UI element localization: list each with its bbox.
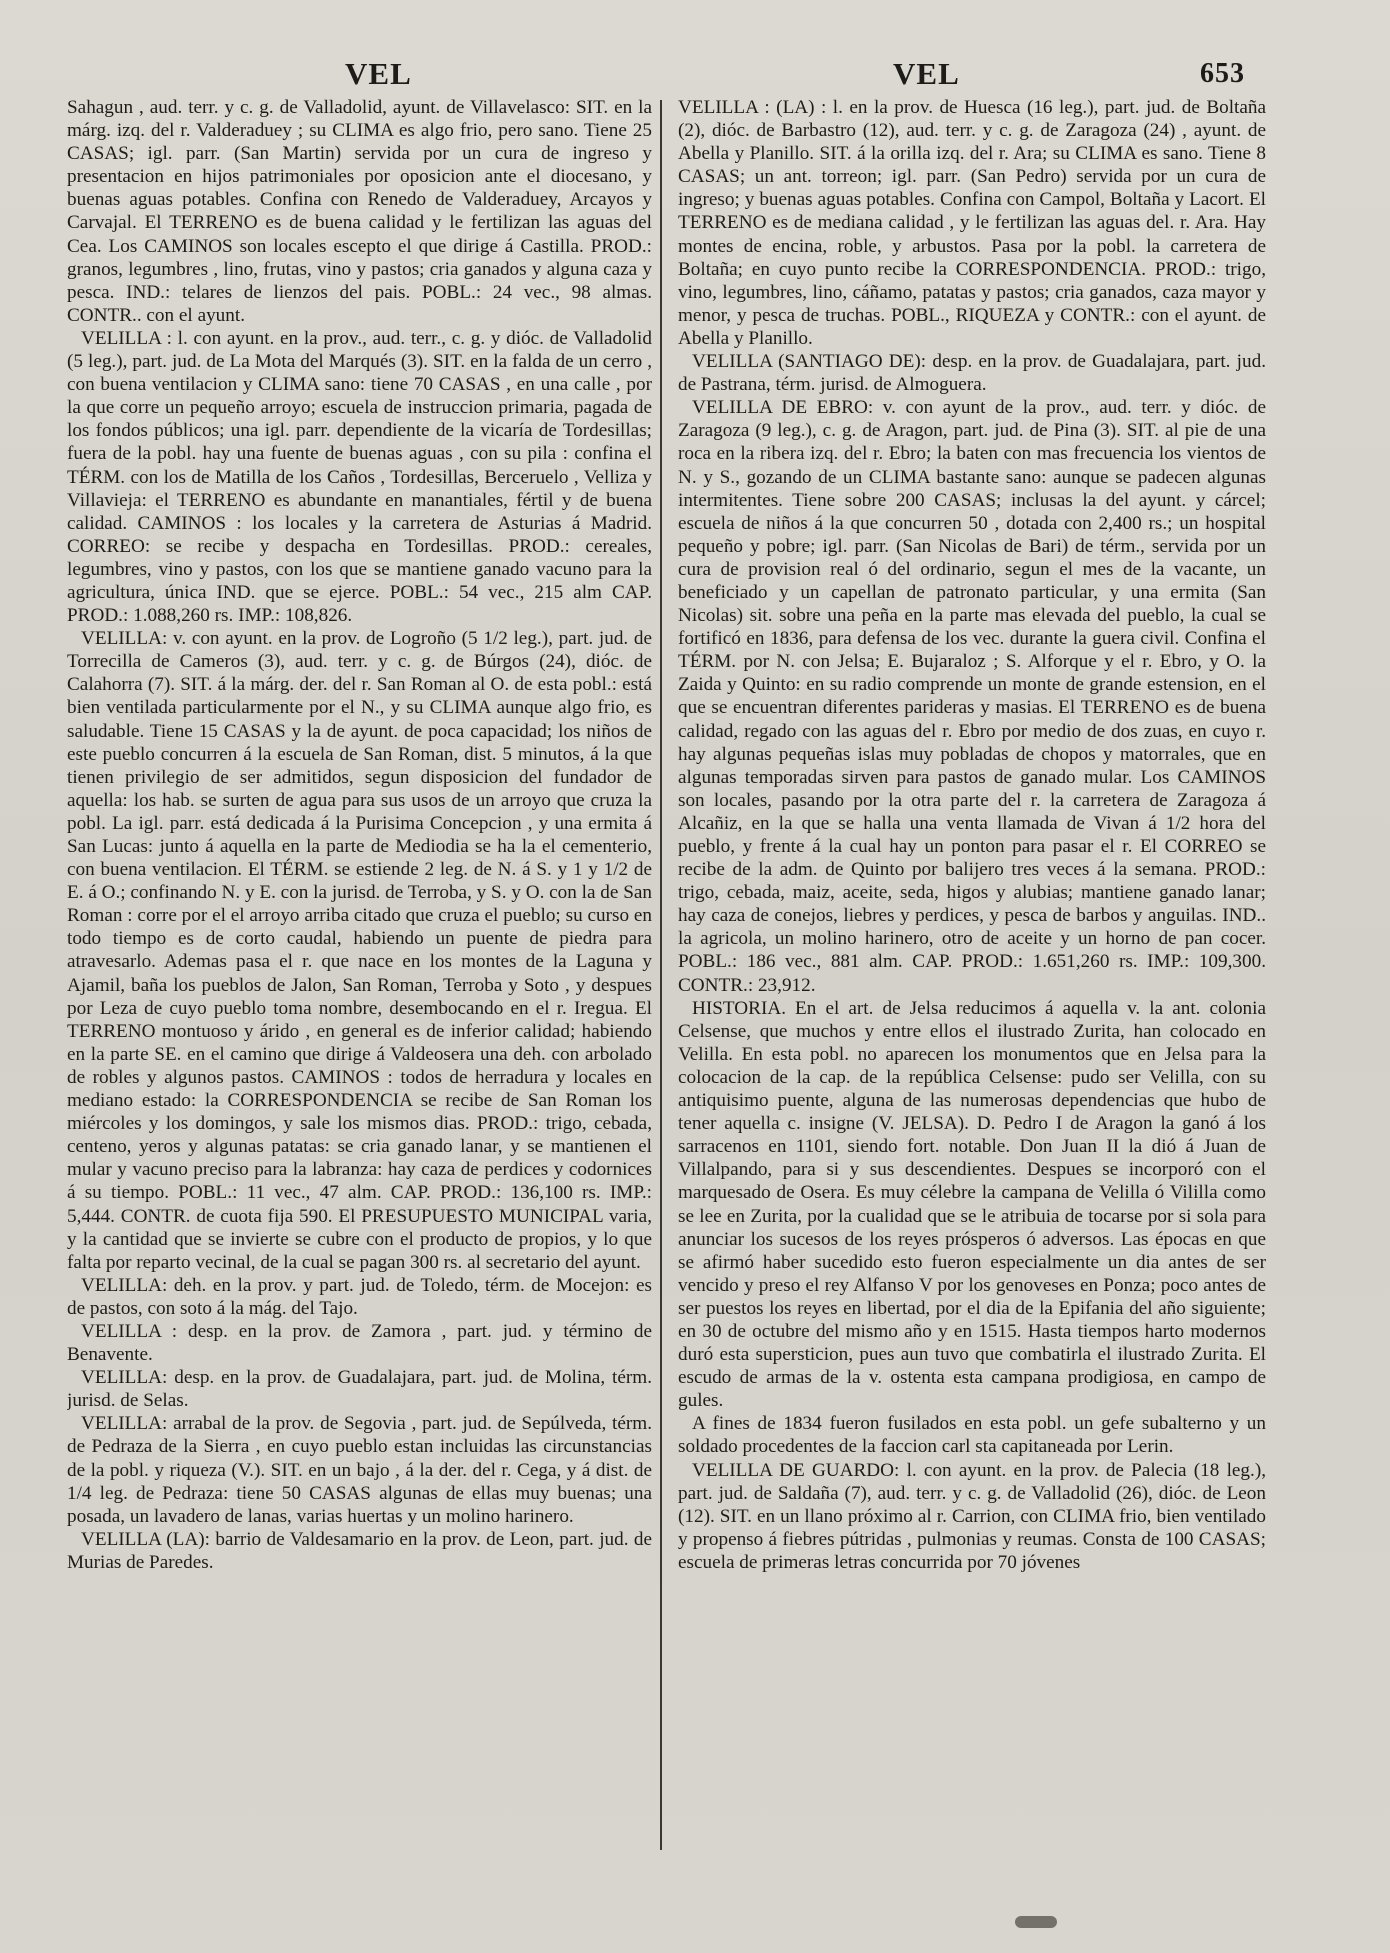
running-head-right: VEL [893, 56, 960, 91]
entry-velilla-de-ebro: VELILLA DE EBRO: v. con ayunt de la prov., aud. terr. y dióc. de Zaragoza (9 leg.), c. g. de Aragon, part. jud. de Pina (3). SIT. al pie de una roca en la ribera izq. del r. Ebro; la baten con mas frecuencia los vientos de N. y S., gozando de un CLIMA bastante sano: aunque se padecen algunas intermitentes. Tiene sobre 200 CASAS; inclusas la del ayunt. y cárcel; escuela de niños á la que concurren 50 , dotada con 2,400 rs.; un hospital pequeño y pobre; igl. parr. (San Nicolas de Bari) de térm., servida por un cura de provision real ó del ordinario, segun el mes de la vacante, un beneficiado y un capellan de patronato particular, y una ermita (San Nicolas) sit. sobre una peña en la parte mas elevada del pueblo, la cual se fortificó en 1836, para defensa de los vec. durante la guera civil. Confina el TÉRM. por N. con Jelsa; E. Bujaraloz ; S. Alforque y el r. Ebro, y O. la Zaida y Quinto: en su radio comprende un monte de grande estension, en el que se encuentran diferentes parideras y masias. El TERRENO es de buena calidad, regado con las aguas del r. Ebro por medio de dos zuas, en cuyo r. hay algunas pequeñas islas muy pobladas de chopos y matorrales, que en algunas temporadas sirven para pastos de ganado mular. Los CAMINOS son locales, pasando por la otra parte del r. la carretera de Zaragoza á Alcañiz, en la que se halla una venta llamada de Vivan á 1/2 hora del pueblo, y frente á la cual hay un ponton para pasar el r. El CORREO se recibe de la adm. de Quinto por balijero tres veces á la semana. PROD.: trigo, cebada, maiz, aceite, seda, higos y alubias; mantiene ganado lanar; hay caza de conejos, liebres y perdices, y pesca de barbos y anguilas. IND.. la agricola, un molino harinero, otro de aceite y un horno de pan cocer. POBL.: 186 vec., 881 alm. CAP. PROD.: 1.651,260 rs. IMP.: 109,300. CONTR.: 23,912. [678, 397, 1266, 996]
entry-velilla-la-huesca: VELILLA : (LA) : l. en la prov. de Huesca (16 leg.), part. jud. de Boltaña (2), dióc. de Barbastro (12), aud. terr. y c. g. de Zaragoza (24) , ayunt. de Abella y Planillo. SIT. á la orilla izq. del r. Ara; su CLIMA es sano. Tiene 8 CASAS; un ant. torreon; igl. parr. (San Pedro) servida por un cura de ingreso; y buenas aguas potables. Confina con Campol, Boltaña y Lacort. El TERRENO es de mediana calidad , y le fertilizan las aguas del. r. Ara. Hay montes de encina, roble, y arbustos. Pasa por la pobl. la carretera de Boltaña; en cuyo punto recibe la CORRESPONDENCIA. PROD.: trigo, vino, legumbres, lino, cáñamo, patatas y pastos; cria ganados, caza mayor y menor, y pesca de truchas. POBL., RIQUEZA y CONTR.: con el ayunt. de Abella y Planillo. [678, 97, 1266, 349]
entry-velilla-toledo: VELILLA: deh. en la prov. y part. jud. de Toledo, térm. de Mocejon: es de pastos, con soto á la mág. del Tajo. [67, 1274, 652, 1319]
entry-velilla-la-leon: VELILLA (LA): barrio de Valdesamario en la prov. de Leon, part. jud. de Murias de Paredes. [67, 1528, 652, 1573]
entry-historia: HISTORIA. En el art. de Jelsa reducimos á aquella v. la ant. colonia Celsense, que muchos y entre ellos el ilustrado Zurita, han colocado en Velilla. En esta pobl. no aparecen los monumentos que en Jelsa para la colocacion de la cap. de la república Celsense: pudo ser Velilla, con su antiquisimo puente, alguna de las numerosas dependencias que hubo de tener aquella c. insigne (V. JELSA). D. Pedro I de Aragon la ganó á los sarracenos en 1101, siendo fort. notable. Don Juan II la dió á Juan de Villalpando, para si y sus descendientes. Despues se incorporó con el marquesado de Osera. Es muy célebre la campana de Velilla ó Vililla como se lee en Zurita, por la cualidad que se le atribuia de tocarse por si sola para anunciar los sucesos de los reyes prósperos ó adversos. Las épocas en que se afirmó haber sucedido esto fueron especialmente un dia antes de ser vencido y preso el rey Alfanso V por los genoveses en Ponza; poco antes de ser puestos los reyes en libertad, por el dia de la Epifania del año siguiente; en 30 de octubre del mismo año y en 1515. Hasta tiempos harto modernos duró esta supersticion, pues aun tuvo que combatirla el ilustrado Zurita. El escudo de armas de la v. ostenta esta campana prodigiosa, en campo de gules. [678, 997, 1266, 1412]
entry-velilla-logrono: VELILLA: v. con ayunt. en la prov. de Logroño (5 1/2 leg.), part. jud. de Torrecilla de Cameros (3), aud. terr. y c. g. de Búrgos (24), dióc. de Calahorra (7). SIT. á la márg. der. del r. San Roman al O. de esta pobl.: está bien ventilada particularmente por el N., y su CLIMA aunque algo frio, es saludable. Tiene 15 CASAS y la de ayunt. de poca capacidad; los niños de este pueblo concurren á la escuela de San Roman, dist. 5 minutos, á la que tienen privilegio de ser admitidos, segun disposicion del fundador de aquella: los hab. se surten de agua para sus usos de un arroyo que cruza la pobl. La igl. parr. está dedicada á la Purisima Concepcion , y una ermita á San Lucas: junto á aquella en la parte de Mediodia se ha la el cementerio, con buena ventilacion. El TÉRM. se estiende 2 leg. de N. á S. y 1 y 1/2 de E. á O.; confinando N. y E. con la jurisd. de Terroba, y S. y O. con la de San Roman : corre por el el arroyo arriba citado que cruza el pueblo; su curso en todo tiempo es de corto caudal, habiendo un puente de piedra para atravesarlo. Ademas pasa el r. que nace en los montes de la Laguna y Ajamil, baña los pueblos de Jalon, San Roman, Terroba y Soto , y despues por Leza de cuyo pueblo toma nombre, desembocando en el r. Iregua. El TERRENO montuoso y árido , en general es de inferior calidad; habiendo en la parte SE. en el camino que dirige á Valdeosera una deh. con arbolado de robles y algunos pastos. CAMINOS : todos de herradura y locales en mediano estado: la CORRESPONDENCIA se recibe de San Roman los miércoles y los domingos, y sale los mismos dias. PROD.: trigo, cebada, centeno, yeros y algunas patatas: se cria ganado lanar, y se mantienen el mular y vacuno preciso para la labranza: hay caza de perdices y codornices á su tiempo. POBL.: 11 vec., 47 alm. CAP. PROD.: 136,100 rs. IMP.: 5,444. CONTR. de cuota fija 590. El PRESUPUESTO MUNICIPAL varia, y la cantidad que se invierte se cubre con el producto de propios, y lo que falta por reparto vecinal, de la cual se pagan 300 rs. al secretario del ayunt. [67, 628, 652, 1273]
entry-sahagun-continuation: Sahagun , aud. terr. y c. g. de Valladolid, ayunt. de Villavelasco: SIT. en la márg. izq. del r. Valderaduey ; su CLIMA es algo frio, pero sano. Tiene 25 CASAS; igl. parr. (San Martin) servida por un cura de ingreso y presentacion en hijos patrimoniales por oposicion ante el diocesano, y buenas aguas potables. Confina con Renedo de Valderaduey, Arcayos y Carvajal. El TERRENO es de buena calidad y le fertilizan las aguas del Cea. Los CAMINOS son locales escepto el que dirige á Castilla. PROD.: granos, legumbres , lino, frutas, vino y pastos; cria ganados y alguna caza y pesca. IND.: telares de lienzos del pais. POBL.: 24 vec., 98 almas. CONTR.. con el ayunt. [67, 97, 652, 326]
entry-velilla-zamora: VELILLA : desp. en la prov. de Zamora , part. jud. y término de Benavente. [67, 1320, 652, 1366]
entry-velilla-guadalajara: VELILLA: desp. en la prov. de Guadalajara, part. jud. de Molina, térm. jurisd. de Selas. [67, 1367, 652, 1412]
page-number: 653 [1200, 58, 1245, 89]
column-divider [660, 100, 662, 1850]
entry-velilla-valladolid: VELILLA : l. con ayunt. en la prov., aud. terr., c. g. y dióc. de Valladolid (5 leg.), part. jud. de La Mota del Marqués (3). SIT. en la falda de un cerro , con buena ventilacion y CLIMA sano: tiene 70 CASAS , en una calle , por la que corre un pequeño arroyo; escuela de instruccion primaria, pagada de los fondos públicos; una igl. parr. dependiente de la vicaría de Tordesillas; fuera de la pobl. hay una fuente de buenas aguas , con su pila : confina el TÉRM. con los de Matilla de los Caños , Tordesillas, Berceruelo , Velliza y Villavieja: el TERRENO es abundante en manantiales, fértil y de buena calidad. CAMINOS : los locales y la carretera de Asturias á Madrid. CORREO: se recibe y despacha en Tordesillas. PROD.: cereales, legumbres, vino y pastos, con los que se mantiene ganado vacuno para la agricultura, única IND. que se ejerce. POBL.: 54 vec., 215 alm CAP. PROD.: 1.088,260 rs. IMP.: 108,826. [67, 327, 652, 627]
entry-velilla-de-guardo: VELILLA DE GUARDO: l. con ayunt. en la prov. de Palecia (18 leg.), part. jud. de Saldaña (7), aud. terr. y c. g. de Valladolid (26), dióc. de Leon (12). SIT. en un llano próximo al r. Carrion, con CLIMA frio, bien ventilado y propenso á fiebres pútridas , pulmonias y reumas. Consta de 100 CASAS; escuela de primeras letras concurrida por 70 jóvenes [678, 1459, 1266, 1573]
running-head-left: VEL [345, 56, 412, 91]
left-column [67, 96, 652, 1866]
ink-blot [1015, 1916, 1057, 1928]
right-column [678, 96, 1266, 1866]
entry-velilla-santiago-de: VELILLA (SANTIAGO DE): desp. en la prov. de Guadalajara, part. jud. de Pastrana, térm. jurisd. de Almoguera. [678, 351, 1266, 396]
entry-fusilados-1834: A fines de 1834 fueron fusilados en esta pobl. un gefe subalterno y un soldado procedentes de la faccion carl sta capitaneada por Lerin. [678, 1413, 1266, 1458]
page-header [0, 56, 1390, 96]
entry-velilla-segovia: VELILLA: arrabal de la prov. de Segovia , part. jud. de Sepúlveda, térm. de Pedraza de la Sierra , en cuyo pueblo estan incluidas las circunstancias de la pobl. y riqueza (V.). SIT. en un bajo , á la der. del r. Cega, y á dist. de 1/4 leg. de Pedraza: tiene 50 CASAS algunas de ellas muy buenas; una posada, un lavadero de lanas, varias huertas y un molino harinero. [67, 1413, 652, 1527]
